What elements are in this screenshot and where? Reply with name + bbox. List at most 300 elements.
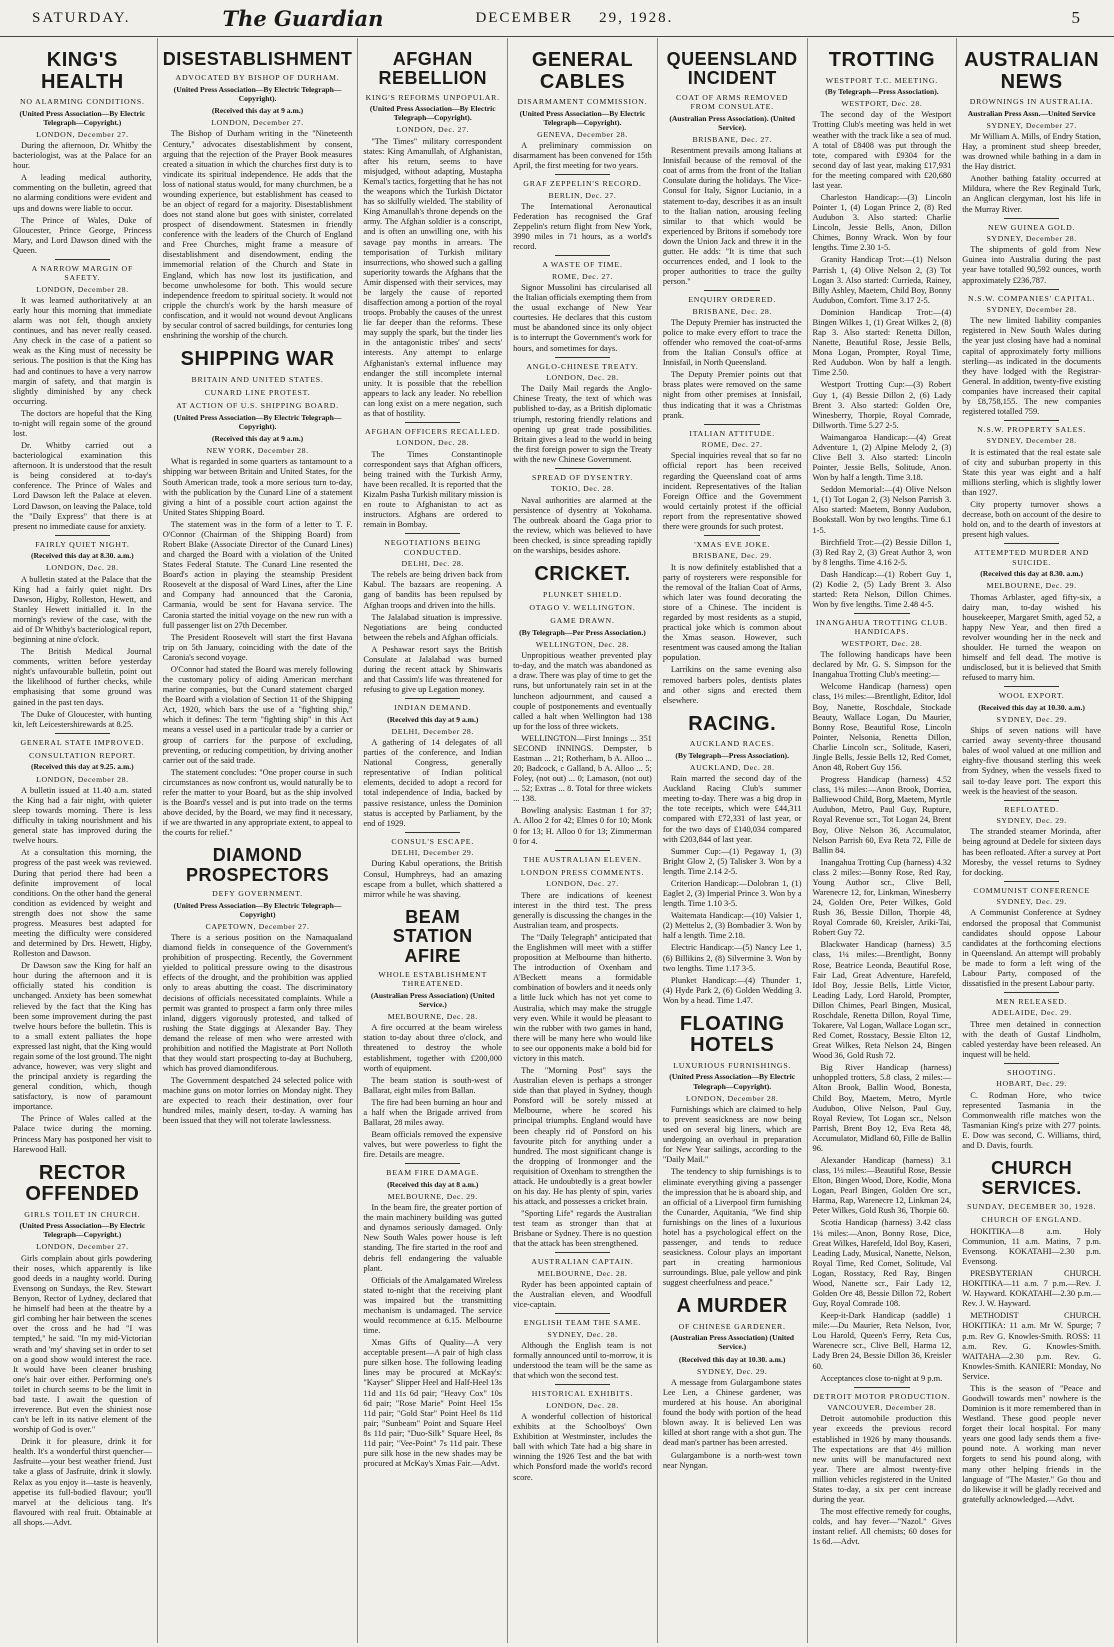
article-dateline: SYDNEY, Dec. 28. [547, 1329, 618, 1339]
article-paragraph: A wonderful collection of historical exhibits at the Schoolboys' Own Exhibition at Westminster, includes the ball with which Tate had a big share in winning the 1926 Test and the bat with which Ponsford made the world's record score. [513, 1412, 652, 1482]
article-dateline: SYDNEY, December 27. [986, 120, 1077, 130]
column-6 [808, 38, 958, 1643]
article [962, 420, 1101, 540]
article-paragraph: Criterion Handicap:—Dolobran 1, (1) Eaglet 2, (3) Imperial Prince 3. Won by a length. Time 1.10 3-5. [662, 878, 802, 909]
article-paragraph: The Times Constantinople correspondent says that Afghan officers, being trained with the Turkish Army, have been recalled. It is reported that the Kizalm Pasha Turkish military mission is en route to Afghanistan to act as instructors. Afghans are ordered to remain in Bombay. [363, 449, 503, 530]
article [13, 1163, 152, 1528]
article-subheading: COAT OF ARMS REMOVED FROM CONSULATE. [676, 92, 789, 112]
article-headline: DISESTABLISHMENT [162, 49, 353, 69]
divider [1004, 420, 1059, 421]
article [663, 714, 802, 1006]
article-paragraph: The tendency to ship furnishings is to eliminate everything giving a passenger the impression that he is aboard ship, and an official of a Liverpool firm furnishing the Cunarder, Aquitania, "We find ship furnishings on the lines of a luxurious hotel has a psychological effect on the passenger, and tends to reduce seasickness. Colour plays an important part in creating harmonious surroundings. Blue, pale yellow and pink suggest cheerfulness and peace." [662, 1167, 802, 1288]
article-subheading: WHOLE ESTABLISHMENT THREATENED. [378, 970, 488, 989]
article-paragraph: Summer Cup:—(1) Pegaway 1, (3) Bright Glow 2, (5) Talisker 3. Won by a length. Time 2.14 2-5. [662, 846, 802, 876]
divider [704, 535, 759, 536]
article-dateline: DELHI, Dec. 28. [401, 558, 464, 568]
article-paragraph: The Prince of Wales called at the Palace twice during the morning. Princess Mary has postponed her visit to Harewood Hall. [13, 1114, 152, 1154]
article-subheading: CONSUL'S ESCAPE. [391, 836, 475, 846]
article-dateline: TOKIO, Dec. 28. [550, 484, 615, 494]
newspaper-columns [8, 38, 1106, 1643]
divider [1004, 800, 1059, 801]
divider [405, 698, 460, 699]
article-credit: (Received this day at 8.30. a.m.) [31, 551, 134, 561]
article [962, 289, 1101, 417]
article-dateline: MELBOURNE, Dec. 28. [387, 1011, 478, 1021]
article-dateline: DELHI, December 28. [391, 726, 474, 736]
article [513, 174, 652, 252]
article-paragraph: Charleston Handicap:—(3) Lincoln Pointer 1, (4) Logan Prince 2, (8) Red Audubon 3. Also started: Charlie Lincoln, Jessie Bells, Anon, Dillon Chimes, Bonny Wrack. Won by four lengths. Time 2.30 1-5. [812, 193, 952, 253]
divider [555, 357, 610, 358]
article-paragraph: It is now definitely established that a party of roysterers were responsible for the removal of the Italian Coat of Arms, which later was found decorating the store of a Chinese. The incident is regarded by most residents as a stupid, practical joke which is common about the Xmas season. However, such resentment was caused among the Italian population. [662, 562, 802, 663]
article-paragraph: Scotia Handicap (harness) 3.42 class 1¼ miles:—Anon, Bonny Rose, Dice, Great Wilkes, Harefeld, Idol Boy, Kaseri, Leading Lady, Musical, Nanette, Nelson, Royal Time, Red Comet, Solitude, Val Logan, Rosstacy, Red Ray, Bingen Wood, Nanette scr., Fair Lady 12, Golden Ore 48, Bessie Dillon 72, Robert Guy, Royal Comrade 108. [812, 1218, 952, 1309]
article-paragraph: It was learned authoritatively at an early hour this morning that immediate alarm was not felt, though anxiety continues, and has never really ceased. Any check in the case of a patient so weak as the King must of necessity be serious. The position is that the King has had and continues to have a very narrow margin of safety, and that margin is slightly diminished by any check occurring. [13, 295, 152, 406]
article-dateline: MELBOURNE, Dec. 29. [387, 1191, 478, 1201]
article-dateline: WESTPORT, Dec. 28. [841, 638, 923, 648]
article-paragraph: Rain marred the second day of the Auckland Racing Club's summer meeting to-day. There was a big drop in the tote receipts, which were £44,311 compared with £72,331 of last year, or for the two days of £140,034 compared with £203,844 of last year. [662, 774, 802, 844]
article-paragraph: "The Times" military correspondent states: King Amanullah, of Afghanistan, after his return, seems to have misjudged, without adapting, Mustapha Kemal's tactics, forgetting that he has not the weapons which the Turkish Dictator has so skilfully wielded. The stability of King Amanullah's throne depends on the army. The Afghan soldier is a conscript, and is often an unwilling one, with his savage pay months in arrears. The temporisation of Turkish military insurrections, who showed such a galling superiority towards the Afghans that the Amir dispensed with their services, may be largely the cause of reported disaffection among a portion of the royal troops. Probably the causes of the unrest lie far deeper than the reforms. These may supply the spark, but the tinder lies in the antagonistic tribes' and sects' interests. Any attempt to enlarge Afghanistan's external influence may endanger the still incomplete internal unity. It is possible that the rebellion appears to lack any leader. No rebellion can long exist on a mere negation, such as that of hostility. [363, 136, 503, 418]
article-dateline: WELLINGTON, Dec. 28. [535, 639, 630, 649]
divider [405, 422, 460, 423]
article-paragraph: Waitemata Handicap:—(10) Valsier 1, (2) Mettelus 2, (3) Bombadier 3. Won by half a length. Time 2.18. [662, 911, 802, 941]
article [663, 424, 802, 532]
article-paragraph: The Daily Mail regards the Anglo-Chinese Treaty, the text of which was published to-day, as a British diplomatic triumph, restoring friendly relations and opening up great trade possibilities. Britain gives a lead to the world in being the first foreign power to sign the Treaty with the new Chinese Government. [513, 384, 652, 464]
divider [1004, 218, 1059, 219]
divider [1004, 992, 1059, 993]
article-dateline: MELBOURNE, Dec. 29. [986, 581, 1077, 591]
article-paragraph: City property turnover shows a decrease, both on account of the desire to hold on, and to the dearth of investors at present high values. [962, 500, 1101, 540]
article-paragraph: The British Medical Journal comments, written before yesterday night's unfavourable bulletin, point out the likelihood of further checks, while emphasising that some ground was gained in the past ten days. [13, 647, 152, 707]
article-paragraph: HOKITIKA—8 a.m. Holy Communion, 11 a.m. Matins, 7 p.m. Evensong. KOKATAHI—2.30 p.m. Evensong. [962, 1226, 1101, 1266]
article-credit: (Received this day at 9 a.m.) [387, 714, 479, 724]
article-subheading: ENGLISH TEAM THE SAME. [523, 1318, 642, 1328]
article-paragraph: Furnishings which are claimed to help to prevent seasickness are now being used on several big liners, which are undergoing an overhaul in preparation for New Year sailings, according to the "Daily Mail." [662, 1104, 802, 1165]
divider [555, 255, 610, 256]
article-paragraph: Westport Trotting Cup:—(3) Robert Guy 1, (4) Bessie Dillon 2, (6) Lady Brent 3. Also started: Golden Ore, Winesberry, Thorpie, Royal Comrade, Dillworth. Time 5.27 2-5. [812, 380, 952, 430]
article-paragraph: During the afternoon, Dr. Whitby the bacteriologist, was at the Palace for an hour. [13, 141, 152, 171]
article-credit: (Received this day at 9 a.m.) [211, 433, 304, 443]
article [513, 468, 652, 556]
article [513, 564, 652, 847]
article-subheading: GIRLS TOILET IN CHURCH. [24, 1209, 141, 1219]
article [663, 1014, 802, 1289]
article-subheading: FAIRLY QUIET NIGHT. [35, 539, 130, 549]
divider [405, 533, 460, 534]
article [513, 1384, 652, 1482]
article-paragraph: A fire occurred at the beam wireless station to-day about three o'clock, and threatened to destroy the whole establishment, together with £200,000 worth of equipment. [363, 1023, 503, 1073]
article-subheading: DETROIT MOTOR PRODUCTION. [813, 1391, 951, 1401]
article-subheading: AUCKLAND RACES. [689, 739, 775, 749]
masthead-day: SATURDAY. [32, 9, 131, 26]
article-paragraph: Detroit automobile production this year exceeds the previous record established in 1926 by many thousands. The expectations are that 4½ million new units will be manufactured next year. There are almost twenty-five million vehicles registered in the United States to-day, a six per cent increase during the year. [812, 1414, 952, 1505]
masthead-month: DECEMBER [475, 9, 574, 26]
column-7 [957, 38, 1106, 1643]
divider [1004, 1063, 1059, 1064]
article-paragraph: During Kabul operations, the British Consul, Humphreys, had an amazing escape from a bullet, which shattered a mirror while he was shaving. [363, 859, 503, 899]
divider [1004, 686, 1059, 687]
divider [1004, 289, 1059, 290]
column-3 [358, 38, 508, 1643]
article-paragraph: Special inquiries reveal that so far no official report has been received regarding the Queensland coat of arms incident. Representatives of the Italian Foreign Office and the Government would certainly protest if the official report from the representative showed there were grounds for such protest. [662, 451, 802, 531]
divider [555, 1384, 610, 1385]
article-paragraph: The stranded steamer Morinda, after being aground at Dedele for sixteen days has been refloated. After a survey at Port Moresby, the vessel returns to Sydney for docking. [962, 827, 1101, 877]
article [513, 50, 652, 171]
article [513, 357, 652, 465]
article-paragraph: METHODIST CHURCH. HOKITIKA: 11 a.m. Mr W. Spurge; 7 p.m. Rev G. Knowles-Smith. ROSS: 11 a.m. Rev. G. Knowles-Smith. WAITAHA—2.30 p.m. Rev. G. Knowles-Smith. KANIERI: Monday, No Service. [962, 1311, 1101, 1381]
article-paragraph: The most effective remedy for coughs, colds, and hay fever—"Nazol." Gives instant relief. All chemists; 60 doses for 1s 6d.—Advt. [812, 1507, 952, 1547]
article-subheading: CHURCH OF ENGLAND. [981, 1215, 1082, 1225]
article [663, 1296, 802, 1470]
article-paragraph: A Peshawar resort says the British Consulate at Jalalabad was burned during the recent attack by Shinwaris and that Cassim's life was threatened for refusing to give up Legation money. [363, 644, 503, 695]
article-headline: TROTTING [828, 49, 936, 71]
article-headline: A MURDER [676, 1295, 788, 1318]
article-subheading: AUSTRALIAN CAPTAIN. [531, 1257, 634, 1267]
article [363, 533, 502, 695]
article-headline: AFGHAN REBELLION [378, 49, 487, 89]
article-paragraph: O'Connor had stated the Board was merely following the customary policy of aiding American merchant marine companies, but the Cunard statement charged the Board with a violation of Section 11 of the Shipping Act, 1920, which bars the use of a "fighting ship," which it defines: The term "fighting ship" in this Act means a vessel used in a particular trade by a carrier or group of carriers for the purpose of excluding, preventing, or reducing competition, by driving another carrier out of the said trade. [162, 664, 353, 765]
article-dateline: LONDON, December 27. [36, 129, 129, 139]
article [813, 1387, 952, 1548]
article-paragraph: Waimangaroa Handicap:—(4) Great Adventure 1, (2) Alpine Melody 2, (3) Clive Bell 3. Also started: Lincoln Pointer, Jessie Bells, Solitude, Anon. Won by half a length. Time 3.18. [812, 432, 952, 483]
article-dateline: LONDON, Dec. 28. [546, 372, 619, 382]
article-paragraph: This is the season of "Peace and Goodwill towards men" nowhere is the Dominion is it more remembered than in Westland. These good people never forget their local hospital. For many years one good lady sends them a five-pound note. A working man never forgets to send his pound along, with many other helping friends in the language of "The Master." Go thou and do likewise it will be gladly received and gratefully acknowledged.—Advt. [962, 1383, 1101, 1504]
article-paragraph: Ships of seven nations will have carried away seventy-three thousand bales of wool valued at one million and eighty-five thousand sterling this week from Sydney, when the vessels fixed to sail to-day leave port. The export this week is the heaviest of the season. [962, 726, 1101, 796]
article-dateline: LONDON, Dec. 28. [396, 438, 470, 448]
article-paragraph: The statement was in the form of a letter to T. F. O'Connor (Chairman of the Shipping Board) from Robert Blake (Associate Director of the Cunard Lines) and charged the Board with a violation of the United States Federal Statute. The Cunard Line resented the Board's action in playing the steamship President Roosevelt at the disposal of Ward Lines, after the Line and Company had announced that the Caronia, Carmania, would be sent for Havana service. The Caronia started the initial voyage on the new run with a full passenger list on 27th December. [162, 519, 353, 630]
article-paragraph: Granity Handicap Trot:—(1) Nelson Parrish 1, (4) Olive Nelson 2, (3) Tot Logan 3. Also started: Currieda, Rainey, Billy Ashley, Maetem, Child Boy, Bonny Audubon, Comfort. Time 3.17 2-5. [812, 255, 952, 305]
article-subheading: INDIAN DEMAND. [394, 703, 472, 713]
article-subheading: REFLOATED. [1004, 804, 1059, 814]
article-dateline: ROME, Dec. 27. [551, 271, 613, 281]
article-subheading: ANGLO-CHINESE TREATY. [526, 361, 639, 371]
divider [1004, 881, 1059, 882]
article-paragraph: The Government despatched 24 selected police with machine guns on motor lorries on Monday night. They are expected to reach their destination, over four hundred miles, mainly desert, to-day. A warning has been issued that they will not tolerate lawlessness. [162, 1076, 353, 1126]
article-headline: RECTOR OFFENDED [25, 1161, 140, 1206]
article-dateline: AUCKLAND, Dec. 28. [689, 762, 775, 772]
article-subheading: SUNDAY, DECEMBER 30, 1928. [967, 1202, 1097, 1212]
article-headline: CRICKET. [534, 563, 631, 586]
article-subheading: DROWNINGS IN AUSTRALIA. [969, 97, 1094, 107]
article-paragraph: Dominion Handicap Trot:—(4) Bingen Wilkes 1, (1) Great Wilkes 2, (8) Rap 3. Also started: Renetta Dillon, Nanette, Beautiful Rose, Jessie Bells, Mona Logan, Prompter, Royal Time, Red Audubon. Won by half a length. Time 2.50. [812, 307, 952, 378]
article-paragraph: Welcome Handicap (harness) open class, 1½ miles:—Brentlight, Editor, Idol Boy, Nanette, Roschdale, Stockade Beauty, Wallace Logan, Du Maurier, Bonny Rose, Beautiful Rose, Lincoln Pointer, Nelsonia, Renetta Dillon, Charlie Lincoln scr., Solitude, Kaseri, Jingle Bells, Jessie Bells 12, Red Comet, Anon 48, Robert Guy 156. [812, 682, 952, 773]
divider [555, 1313, 610, 1314]
article-subheading: 'XMAS EVE JOKE. [694, 540, 771, 549]
article-paragraph: Beam officials removed the expensive valves, but were powerless to fight the fire. Details are meagre. [363, 1130, 503, 1160]
article-dateline: SYDNEY, December 28. [986, 436, 1077, 446]
article-subheading: DISARMAMENT COMMISSION. [517, 97, 648, 107]
divider [55, 535, 110, 536]
article-paragraph: "Sporting Life" regards the Australian test team as stronger than that at Brisbane or Sydney. There is no question that the attack has been strengthened. [513, 1209, 652, 1249]
article-paragraph: The International Aeronautical Federation has recognised the Graf Zeppelin's return flight from New York, 3990 miles in 71 hours, as a world's record. [513, 202, 652, 252]
article-subheading: WESTPORT T.C. MEETING. [825, 75, 939, 85]
article-credit: (Received this day at 10.30. a.m.) [978, 702, 1085, 712]
article [663, 50, 802, 287]
article-paragraph: The Deputy Premier points out that brass plates were removed on the same night from other premises at Innisfail, thus indicating that it was a Christmas prank. [662, 370, 802, 420]
article-paragraph: The statement concludes: "One proper course in such circumstances as now confront us, would naturally be to refer the matter to your Board, but as the ship involved is the Board's vessel and is put into trade on the terms above decided, by the Board, we may find it necessary, if we are thwarted in any appropriate extent, to appeal to the courts for relief." [162, 767, 353, 838]
page-number: 5 [1071, 8, 1082, 27]
divider [555, 468, 610, 469]
article-dateline: LONDON, December 27. [211, 118, 304, 128]
article-subheading: CUNARD LINE PROTEST. [204, 388, 311, 398]
article-dateline: LONDON, December 28. [36, 284, 129, 294]
article-dateline: SYDNEY, Dec. 29. [996, 816, 1067, 825]
article-paragraph: The rebels are being driven back from Kabul. The bazaars are reopening. A gang of bandits has been repulsed by Afghan troops and driven into the hills. [363, 570, 503, 610]
article [962, 881, 1101, 989]
article [363, 422, 502, 530]
article-subheading: AFGHAN OFFICERS RECALLED. [365, 426, 501, 436]
article-paragraph: The Bishop of Durham writing in the "Nineteenth Century," advocates disestablishment by consent, arguing that the rejection of the Prayer Book measures created a situation in which the churches first duty is to vindicate its spiritual independence. He adds that the loss of national status would, for many churchmen, be a wounding experience, but establishment has ceased to be an object of regard for a majority. Disestablishment does not stand alone but goes with sinister, correlated prospect of disendowment. Statesmen in friendly conference with the leaders of the Church of England and Free Churches, might frame a measure of disestablishment and disendowment, ending the immemorial relation of the Church and State in England, which has now lost its justification, and become unwholesome for both. This would secure independence freedom to spiritual society. It would not cripple the church's work by the harsh measure of confiscation, and it would not wound devout Anglicans by secular control of sacred buildings, for centuries long enshrining the worship of the church. [162, 129, 353, 341]
article-paragraph: Drink it for pleasure, drink it for health. It's a wonderful thirst quencher—Jasfruite—your best weather friend. Just take a glass of Jasfruite, drink it slowly. Relax as you enjoy it—taste is heavenly, appetise its full-bodied flavour; you'll marvel at the delicious tang. It's flavoured with real fruit. Obtainable at all shops.—Advt. [13, 1437, 152, 1527]
article-dateline: MELBOURNE, Dec. 28. [537, 1268, 628, 1278]
article-dateline: LONDON, Dec. 27. [396, 125, 470, 135]
article-dateline: LONDON, Dec. 28. [46, 563, 119, 573]
article-paragraph: Resentment prevails among Italians at Innisfail because of the removal of the coat of arms from the front of the Italian Consulate during the holidays. The Vice-Consul for Italy, Signor Lucianio, in a statement to-day, describes it as an insult to the Italian nation, arousing feeling similar to that which would be experienced by Britons if somebody tore down the Union Jack and threw it in the gutter. He adds: "It is time that such occurrences ended, and I look to the proper authorities to trace the guilty person." [662, 146, 802, 287]
article-paragraph: At a consultation this morning, the progress of the past week was reviewed. During that period there had been a definite improvement of local conditions. On the other hand the general condition as evidenced by weight and strength does not show the same progress. Measures best adapted for meeting the difficulty were considered and determined by Drs. Hewett, Higby, Rolleston and Dawson. [13, 848, 152, 959]
article-dateline: LONDON, December 27. [36, 1242, 129, 1252]
article-subheading: DEFY GOVERNMENT. [212, 889, 303, 899]
article-paragraph: Inangahua Trotting Cup (harness) 4.32 class 2 miles:—Bonny Rose, Red Ray, Young Author scr., Clive Bell, Warenecre 12, for, Linkman, Winesberry 24, Golden Ore, Peter Wilkes, Gold Rush 36, Bessie Dillon, Thorpie 48, Royal Comrade 60, Kreisler, Ariki-Tai, Robert Guy 72. [812, 857, 952, 938]
article-paragraph: Xmas Gifts of Quality—A very acceptable present—A pair of high class pure silken hose. The following leading lines may be procured at McKay's: "Kayser" Slipper Heel and Half-Heel 13s 11d and 11s 6d pair; "Heavy Cox" 10s 6d pair; "Rose Marie" Point Heel 15s 11d pair; "Gold Star" Point Heel 8s 11d pair; "Sunbeam" Point and Square Heel 8s 11d pair; "Duo-Silk" Square Heel, 8s 11d pair; "Vee-Point" 7s 11d pair. These pure silk hose in the new shades may be procured at McKay's Xmas Fair.—Advt. [363, 1338, 503, 1469]
column-5 [658, 38, 808, 1643]
article-paragraph: Seddon Memorial:—(4) Olive Nelson 1, (1) Tot Logan 2, (3) Nelson Parrish 3. Also started: Maetem, Bonny Audubon, Bookstall. Won by two lengths. Time 6.1 1-5. [812, 485, 952, 535]
article [13, 259, 152, 532]
article-paragraph: Plunket Handicap:—(4) Thunder 1, (4) Hyde Park 2, (6) Golden Wedding 3. Won by a head. Time 1.47. [662, 975, 802, 1005]
divider [854, 1387, 909, 1388]
article-subheading: ATTEMPTED MURDER AND SUICIDE. [974, 548, 1090, 567]
article-subheading: SHOOTING. [1007, 1068, 1057, 1078]
article-subheading: MEN RELEASED. [995, 997, 1068, 1007]
article-paragraph: Dash Handicap:—(1) Robert Guy 1, (2) Kodie 2, (5) Lady Brent 3. Also started: Reta Nelson, Dillon Chimes. Won by five lengths. Time 2.48 4-5. [812, 569, 952, 610]
article-dateline: ROME, Dec. 27. [701, 440, 763, 450]
article-paragraph: The fire had been burning an hour and a half when the Brigade arrived from Ballarat, 28 miles away. [363, 1097, 503, 1128]
article-headline: SHIPPING WAR [180, 348, 335, 371]
article-subheading: A WASTE OF TIME. [542, 260, 623, 270]
article-subheading: PLUNKET SHIELD. [542, 589, 622, 599]
divider [704, 290, 759, 291]
article-subheading: BRITAIN AND UNITED STATES. [191, 374, 324, 384]
article-subheading: LUXURIOUS FURNISHINGS. [673, 1061, 792, 1071]
article [363, 832, 502, 900]
article-subheading: CONSULTATION REPORT. [28, 751, 136, 761]
article-subheading: ADVOCATED BY BISHOP OF DURHAM. [175, 73, 340, 83]
article [962, 218, 1101, 286]
article-subheading: OTAGO V. WELLINGTON. [529, 603, 636, 613]
article-dateline: LONDON, December 28. [36, 774, 129, 784]
article-dateline: BRISBANE, Dec. 29. [692, 551, 772, 561]
article-credit: (By Telegraph—Press Association). [825, 86, 939, 96]
article [13, 535, 152, 730]
article-dateline: GENEVA, December 28. [537, 129, 628, 139]
article [513, 1313, 652, 1381]
article-subheading: OF CHINESE GARDENER. [678, 1321, 786, 1331]
article-paragraph: Officials of the Amalgamated Wireless stated to-night that the receiving plant was impaired but the transmitting mechanism is undamaged. The service would recommence at 6.15. Melbourne time. [363, 1275, 503, 1336]
article-subheading: SPREAD OF DYSENTRY. [531, 472, 633, 482]
article-paragraph: Unpropitious weather prevented play to-day, and the match was abandoned as a draw. There was play of time to get the runs, but unfortunately rain set in at the luncheon adjournment, and caused a couple of postponements and eventually called a halt when Wellington had 138 up for the loss of three wickets. [513, 651, 652, 731]
divider [405, 832, 460, 833]
article-paragraph: Girls complain about girls powdering their noses, which apparently is like good deeds in a naughty world. During Evensong on Sundays, the Rev. Stewart Benyon, Rector of Lydney, declared that he himself had been at the theatre by a girl combing her hair between the scenes over the cross and he had "I was tempted," he said. "In my mid-Victorian wrath and 'my' shaving set in order to set on a good show would interest the race. It would have been cleaner brushing one's hair over either. Performing one's toilet in church seems to be the limit in bad taste. I await the question of irreverence. But even the shiniest nose can't be left in its native element of the worship of God is over." [13, 1253, 152, 1435]
article-subheading: HISTORICAL EXHIBITS. [531, 1389, 634, 1399]
article-paragraph: Signor Mussolini has circularised all the Italian officials exempting them from the usual exchange of New Year courtesies. He declares that this custom must be abandoned since its only object is to interrupt the Government's work for hours, and sometimes for days. [513, 283, 652, 353]
article-paragraph: Electric Handicap:—(5) Nancy Lee 1, (6) Billikins 2, (8) Silvermine 3. Won by two lengths. Time 1.17 3-5. [662, 943, 802, 973]
article-credit: (United Press Association—By Electric Telegraph—Copyright.) [19, 1221, 146, 1240]
article-paragraph: The Duke of Gloucester, with hunting kit, left Leicestershirewards at 8.25. [13, 709, 152, 729]
article-paragraph: The second day of the Westport Trotting Club's meeting was held in wet weather with the track like a sea of mud. A total of £8408 was put through the tote, compared with £9304 for the second day of last year, making £17,931 for the meeting compared with £20,680 last year. [812, 110, 952, 190]
masthead-date: 29, 1928. [599, 9, 674, 26]
article-subheading: ITALIAN ATTITUDE. [689, 428, 776, 438]
article [163, 846, 353, 1126]
article-dateline: LONDON, Dec. 27. [546, 879, 619, 889]
article-paragraph: Although the English team is not formally announced until to-morrow, it is understood the team will be the same as that which won the second test. [513, 1341, 652, 1381]
article [663, 290, 802, 420]
article-subheading: LONDON PRESS COMMENTS. [520, 868, 645, 878]
article-paragraph: Big River Handicap (harness) unhoppled trotters, 5.8 class, 2 miles:—Alton Brook, Ballin Wood, Bonesta, Child Boy, Maetem, Metro, Myrtle Audubon, Olive Nelson, Paul Guy, Royal Review, Tot Logan scr., Nelson Parrish, Brent Boy 12, Eva Reta 48, Accumulator, Midland 60, Fille de Ballin 96. [812, 1063, 952, 1153]
article-dateline: NEW YORK, December 28. [206, 446, 309, 456]
article-paragraph: A leading medical authority, commenting on the bulletin, agreed that no alarming conditions were evident and ups and downs were liable to occur. [13, 173, 152, 213]
article-credit: (United Press Association—By Electric Telegraph—Copyright). [173, 412, 342, 431]
article [513, 850, 652, 1250]
article [663, 535, 802, 706]
article-credit: (By Telegraph—Per Press Association.) [519, 627, 646, 637]
article-headline: AUSTRALIAN NEWS [964, 49, 1100, 93]
article-subheading: THE AUSTRALIAN ELEVEN. [523, 854, 642, 864]
column-1 [8, 38, 158, 1643]
divider [555, 850, 610, 851]
article-credit: (Australian Press Association). (United Service). [669, 113, 795, 132]
article-headline: DIAMOND PROSPECTORS [185, 845, 330, 885]
article-dateline: LONDON, December 28. [685, 1093, 779, 1103]
article-paragraph: In the beam fire, the greater portion of the main machinery building was gutted and dynamos seriously damaged. Only New South Wales power house is left standing. The fire started in the roof and debris fell endangering the valuable plant. [363, 1203, 503, 1273]
article-credit: Australian Press Assn.—United Service [967, 108, 1096, 118]
article-credit: (United Press Association—By Electric Telegraph—Copyright). [369, 104, 496, 123]
article-credit: (Received this day at 10.30. a.m.) [678, 1354, 786, 1364]
article-paragraph: There are indications of keenest interest in the third test. The press generally is discussing the changes in the Australian team, and prospects. [513, 890, 652, 930]
article [813, 613, 952, 1384]
article-subheading: N.S.W. COMPANIES' CAPITAL. [968, 293, 1096, 303]
article-dateline: LONDON, Dec. 28. [546, 1400, 619, 1410]
article-paragraph: It is estimated that the real estate sale of city and suburban property in this State this year was eight and a half millions sterling, which is slightly lower than 1927. [962, 447, 1101, 498]
article-paragraph: A bulletin issued at 11.40 a.m. stated the King had a fair night, with quieter sleep towards morning. There is less difficulty in taking nourishment and his general state has improved during the twelve hours. [13, 785, 152, 846]
article-subheading: GENERAL STATE IMPROVED. [20, 737, 145, 747]
article [163, 349, 353, 838]
article [363, 50, 502, 419]
article [163, 50, 353, 341]
article-paragraph: A preliminary commission on disarmament has been convened for 15th April, the first meeting for two years. [513, 141, 652, 171]
article [363, 908, 502, 1161]
article-subheading: NEGOTIATIONS BEING CONDUCTED. [384, 538, 482, 557]
article-paragraph: Birchfield Trot:—(2) Bessie Dillon 1, (3) Red Ray 2, (3) Great Author 3, won by 8 lengths. Time 4.16 2-5. [812, 537, 952, 567]
article-credit: (Australian Press Association) (United Service.) [370, 990, 495, 1009]
article-paragraph: The following handicaps have been declared by Mr. G. S. Simpson for the Inangahua Trotting Club's meeting:— [812, 650, 952, 680]
divider [55, 733, 110, 734]
article-subheading: NO ALARMING CONDITIONS. [19, 97, 145, 107]
article-dateline: SYDNEY, Dec. 29. [996, 714, 1067, 724]
article-dateline: SYDNEY, December 28. [986, 304, 1077, 314]
article-dateline: BRISBANE, Dec. 28. [692, 306, 772, 316]
article-dateline: BERLIN, Dec. 27. [548, 190, 617, 200]
article [962, 800, 1101, 878]
article-paragraph: Ryder has been appointed captain of the Australian eleven, and Woodfull vice-captain. [513, 1280, 652, 1310]
article [962, 992, 1101, 1060]
article [363, 698, 502, 829]
article [962, 543, 1101, 683]
divider [555, 174, 610, 175]
article-dateline: DELHI, December 29. [391, 848, 474, 858]
article [513, 255, 652, 353]
article-paragraph: Blackwater Handicap (harness) 3.5 class, 1¼ miles:—Brentlight, Bonny Rose, Beatrice Leonda, Beautiful Rose, Fair Lad, Great Adventure, Harefeld, Idol Boy, Jessie Bells, Little Victor, Leading Lady, Lord Harold, Prompter, Dillon Chimes, Pearl Bingen, Musical, Roschdale, Renetta Dillon, Royal Time, Tokarere, Val Logan, Wallace Logan scr., Red Comet, Rosstacy, Bessie Elton 12, Great Wilkes, Reta Nelson 24, Bingen Wood 36, Gold Rush 72. [812, 940, 952, 1061]
article-dateline: ADELAIDE, Dec. 29. [991, 1008, 1072, 1018]
article-headline: QUEENSLAND INCIDENT [666, 49, 798, 89]
article-subheading: GRAF ZEPPELIN'S RECORD. [523, 179, 642, 189]
article-paragraph: The beam station is south-west of Ballarat, eight miles from Ballan. [363, 1075, 503, 1095]
article-paragraph: Gulargambone is a north-west town near Nyngan. [662, 1450, 802, 1470]
article-subheading: AT ACTION OF U.S. SHIPPING BOARD. [176, 401, 339, 411]
article-subheading: GAME DRAWN. [550, 616, 615, 626]
article-subheading: N.S.W. PROPERTY SALES. [977, 425, 1087, 435]
article-headline: FLOATING HOTELS [679, 1012, 785, 1057]
article-paragraph: Alexander Handicap (harness) 3.1 class, 1½ miles:—Beautiful Rose, Bessie Elton, Bingen Wood, Dore, Kodie, Mona Logan, Pearl Bingen, Golden Ore scr., Harma, Rap, Warenecre 12, Linkman 24, Peter Wilkes, Gold Rush 36, Thorpie 60. [812, 1156, 952, 1216]
divider [55, 259, 110, 260]
article-credit: (United Press Association—By Electric Telegraph—Copyright). [173, 84, 342, 103]
article-paragraph: Progress Handicap (harness) 4.52 class, 1¼ miles:—Anon Brook, Dorriea, Balliewood Child, Borg, Maetem, Myrtle Audubon, Metro, Paul Guy, Rupture, Royal Revenue scr., Tot Logan 24, Brent Boy, Olive Nelson 36, Accumulator, Nelson Parrish 60, Eva Reta 72, Fille de Ballin 84. [812, 775, 952, 855]
article [363, 1163, 502, 1469]
article-dateline: BRISBANE, Dec. 27. [692, 134, 772, 144]
article [962, 1063, 1101, 1151]
article-credit: (Received this day at 8.30. a.m.) [980, 569, 1083, 579]
article [962, 686, 1101, 796]
article-subheading: KING'S REFORMS UNPOPULAR. [365, 92, 500, 102]
article-credit: (Received this day at 9.25. a.m.) [31, 762, 134, 772]
newspaper-title: The Guardian [222, 5, 384, 31]
article-subheading: COMMUNIST CONFERENCE [973, 885, 1090, 895]
article-subheading: NEW GUINEA GOLD. [987, 222, 1076, 232]
article-paragraph: Thomas Arblaster, aged fifty-six, a dairy man, to-day wished his housekeeper, Margaret Smith, aged 52, a happy New Year, and then fired a revolver wounding her in the neck and shoulder. He turned the weapon on himself and fell dead. The motive is undisclosed, but it is believed that Smith refused to marry him. [962, 592, 1101, 683]
article-paragraph: PRESBYTERIAN CHURCH. HOKITIKA—11 a.m. 7 p.m.—Rev. J. W. Hayward. KOKATAHI—2.30 p.m.—Rev. J. W. Hayward. [962, 1269, 1101, 1309]
article-paragraph: Bowling analysis: Eastman 1 for 37; A. Alloo 2 for 42; Elmes 0 for 10; Monk 0 for 13; H. Alloo 0 for 13; Zimmerman 0 for 4. [513, 806, 652, 846]
article-paragraph: The "Morning Post" says the Australian eleven is perhaps a stronger side than that played in Sydney, though Ponsford will be sorely missed at Melbourne, where he scored his principal triumphs. England would have been cheaply rid of Ponsford on his favourite pitch for anything under a hundred. The most significant change is the dropping of Ironmonger and the requisition of Oxenham to strengthen the attack. He undoubtedly is a great bowler on his day. He has plenty of spin, varies his attack, and possesses a cricket brain. [513, 1066, 652, 1207]
article-subheading: INANGAHUA TROTTING CLUB. HANDICAPS. [815, 618, 948, 637]
article-paragraph: The shipments of gold from New Guinea into Australia during the past year have totalled 90,592 ounces, worth approximately £236,787. [962, 245, 1101, 285]
article-paragraph: The Prince of Wales, Duke of Gloucester, Prince George, Princess Mary, and Lord Dawson dined with the Queen. [13, 215, 152, 255]
article [962, 1159, 1101, 1505]
column-4 [508, 38, 658, 1643]
article-headline: KING'S HEALTH [41, 49, 124, 93]
article-paragraph: C. Rodman Hore, who twice represented Tasmania in the Commonwealth rifle matches won the Tasmanian King's prize with 277 points. E. Dow was second, C. Williams, third, and D. Davis, fourth. [962, 1090, 1101, 1151]
article-credit: (Received this day at 9 a.m.) [211, 106, 304, 115]
article-paragraph: A gathering of 14 delegates of all parties of the conference, and Indian National Congress, generally representative of Indian political elements, decided to adopt a record for total independence of India, backed by passive resistance, unless the Dominion status is accepted by Parliament, by the end of 1929. [363, 738, 503, 828]
article-paragraph: A message from Gulargambone states Lee Len, a Chinese gardener, was murdered at his house. An aboriginal found the body with portion of the head blown away. It is believed Len was killed at short range with a shot gun. The dead man's partner has been arrested. [662, 1378, 802, 1448]
article-paragraph: Dr. Whitby carried out a bacteriological examination this afternoon. It is understood that the result is being considered at to-day's conference. The Prince of Wales and Lord Dawson left the Palace at eleven. Lord Dawson, on leaving the Palace, told the "Daily Express" that there is at present no immediate cause for anxiety. [13, 441, 152, 531]
article-credit: (United Press Association—By Electric Telegraph—Copyright) [173, 900, 342, 919]
article-paragraph: The doctors are hopeful that the King to-night will regain some of the ground lost. [13, 408, 152, 438]
article-headline: GENERAL CABLES [531, 49, 634, 93]
article-paragraph: WELLINGTON—First Innings ... 351 SECOND INNINGS. Dempster, b Eastman ... 21; Rotherham, b A. Alloo ... 20; Badcock, c Galland, b A. Alloo ... 5; Foley, (not out) ... 0; Lamason, (not out) ... 52; Extras ... 8. Total for three wickets ... 138. [513, 733, 652, 804]
article-paragraph: Dr Dawson saw the King for half an hour during the afternoon and it is officially stated his condition is unchanged. Anxiety has been somewhat relieved by the fact that the King has been some improvement during the past twelve hours before the bulletin. This is to a small extent palliates the hope expressed last night, that the King would regain some of the lost ground. The night advance, however, was very slight and the principal anxiety is regarding the general condition, which, though satisfactory, is now of paramount importance. [13, 961, 152, 1112]
article-paragraph: Naval authorities are alarmed at the persistence of dysentry at Yokohama. The outbreak aboard the Gaga prior to the review, which was believed to have been checked, is since spreading rapidly on the warships, besides ashore. [513, 495, 652, 556]
article-paragraph: The Jalalabad situation is impressive. Negotiations are being conducted between the rebels and Afghan officials. [363, 612, 503, 642]
article-subheading: WOOL EXPORT. [998, 691, 1065, 701]
article-credit: (United Press Association—By Electric Telegraph—Copyright.) [19, 108, 146, 127]
divider [704, 424, 759, 425]
article-paragraph: The President Roosevelt will start the first Havana trip on 5th January, coinciding with the date of the Caronia's second voyage. [162, 632, 353, 662]
divider [1004, 543, 1059, 544]
article-credit: (Received this day at 8 a.m.) [387, 1179, 479, 1189]
article-paragraph: The new limited liability companies registered in New South Wales during the year just closing have had a nominal capital of approximately forty millions sterling—as indicated in the documents they have lodged with the Registrar-General. In addition, twenty-five existing companies have increased their capital by £8,758,155. The new companies registered totalled 759. [962, 316, 1101, 416]
article-paragraph: A Communist Conference at Sydney endorsed the proposal that Communist candidates should oppose Labour candidates at the forthcoming elections in Queensland. An attempt will probably be made to form a left wing of the Labour Party, composed of the dissatisfied in the present Labour party. [962, 908, 1101, 988]
article-credit: (United Press Association—By Electric Telegraph—Copyright). [669, 1072, 796, 1091]
article-headline: CHURCH SERVICES. [981, 1158, 1082, 1198]
article-dateline: VANCOUVER, December 28. [827, 1403, 937, 1413]
column-2 [158, 38, 359, 1643]
article-dateline: HOBART, Dec. 29. [996, 1079, 1067, 1089]
